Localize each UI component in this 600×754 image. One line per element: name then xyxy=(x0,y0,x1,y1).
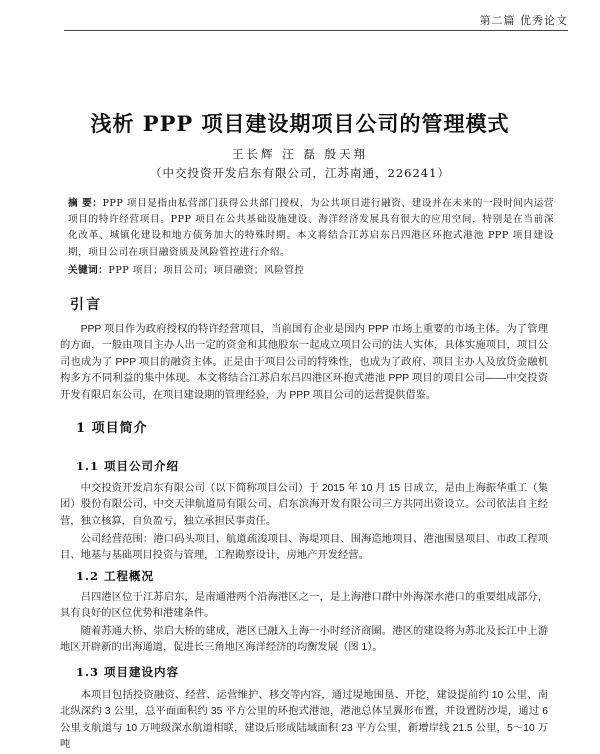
section-1-2-paragraph-1: 吕四港区位于江苏启东，是南通港两个沿海港区之一，是上海港口群中外海深水港口的重要组成部分，具有良好的区位优势和港建条件。 xyxy=(60,592,548,620)
section-1-1-heading: 1.1 项目公司介绍 xyxy=(76,459,180,473)
section-1-3-heading: 1.3 项目建设内容 xyxy=(76,665,180,679)
section-1-1-paragraph-2: 公司经营范围：港口码头项目、航道疏浚项目、海堤项目、围海造地项目、港池围垦项目、市政工程项目、地基与基础项目投资与管理，工程勘察设计，房地产开发经营。 xyxy=(60,534,548,562)
keywords-label: 关键词： xyxy=(68,265,109,276)
intro-heading: 引言 xyxy=(70,297,102,313)
section-1-2-heading: 1.2 工程概况 xyxy=(76,569,155,583)
abstract-text: PPP 项目是指由私营部门获得公共部门授权，为公共项目进行融资、建设并在未来的一段时间内运营项目的特许经营项目。PPP 项目在公共基础设施建设、海洋经济发展具有很大的应用空间，特别是在当前深化改革、城镇化建设和地方债务加大的特殊时期。本文将结合江苏启东吕四港区环抱式港池 PPP 项目建设期，项目公司在项目融资质及风险管控进行介绍。 xyxy=(68,198,554,258)
running-header: 第二篇 优秀论文 xyxy=(479,14,568,27)
abstract xyxy=(68,196,554,261)
header-rule xyxy=(64,30,568,31)
article-title: 浅析 PPP 项目建设期项目公司的管理模式 xyxy=(90,111,510,136)
article-authors: 王长辉 汪 磊 殷天翔 xyxy=(232,147,368,161)
section-1-2-paragraph-2: 随着苏通大桥、崇启大桥的建成，港区已融入上海一小时经济商圈。港区的建设将为苏北及长江中上游地区开辟新的出海通道，促进长三角地区海洋经济的均衡发展（图 1）。 xyxy=(60,626,548,654)
abstract-label: 摘 要： xyxy=(68,198,103,209)
intro-paragraph: PPP 项目作为政府授权的特许经营项目，当前国有企业是国内 PPP 市场上重要的市场主体。为了管理的方面，一般由项目主办人出一定的资金和其他股东一起成立项目公司的法人实体，具体实施项目，项目公司也成为了 PPP 项目的融资主体。正是由于项目公司的特殊性，也成为了政府、项目主办人及放贷金融机构多方不同利益的集中体现。本文将结合江苏启东吕四港区环抱式港池 PPP 项目的项目公司——中交投资开发有限启东公司，在项目建设期的管理经验，为 PPP 项目公司的运营提供借鉴。 xyxy=(60,324,548,401)
section-1-heading: 1 项目简介 xyxy=(76,421,148,436)
keywords-text: PPP 项目；项目公司；项目融资；风险管控 xyxy=(108,265,305,276)
article-affiliation: （中交投资开发启东有限公司，江苏南通，226241） xyxy=(150,166,450,180)
section-1-1-paragraph-1: 中交投资开发启东有限公司（以下简称项目公司）于 2015 年 10 月 15 日成立，是由上海振华重工（集团）股份有限公司、中交天津航道局有限公司、启东滨海开发有限公司三方共同出资设立。公司依法自主经营，独立核算，自负盈亏，独立承担民事责任。 xyxy=(60,483,548,527)
keywords xyxy=(68,262,554,276)
section-1-3-paragraph-1: 本项目包括投资融资、经营、运营维护、移交等内容，通过堤地围垦、开挖，建设提前约 10 公里、南北纵深约 3 公里，总平面面积约 35 平方公里的环抱式港池，港池总体呈翼形布置，并设置防沙堤，通过 6 公里支航道与 10 万吨级深水航道相联，建设后形成陆域面积 23 平方公里，新增岸线 21.5 公里，5～10 万吨 xyxy=(60,690,548,751)
